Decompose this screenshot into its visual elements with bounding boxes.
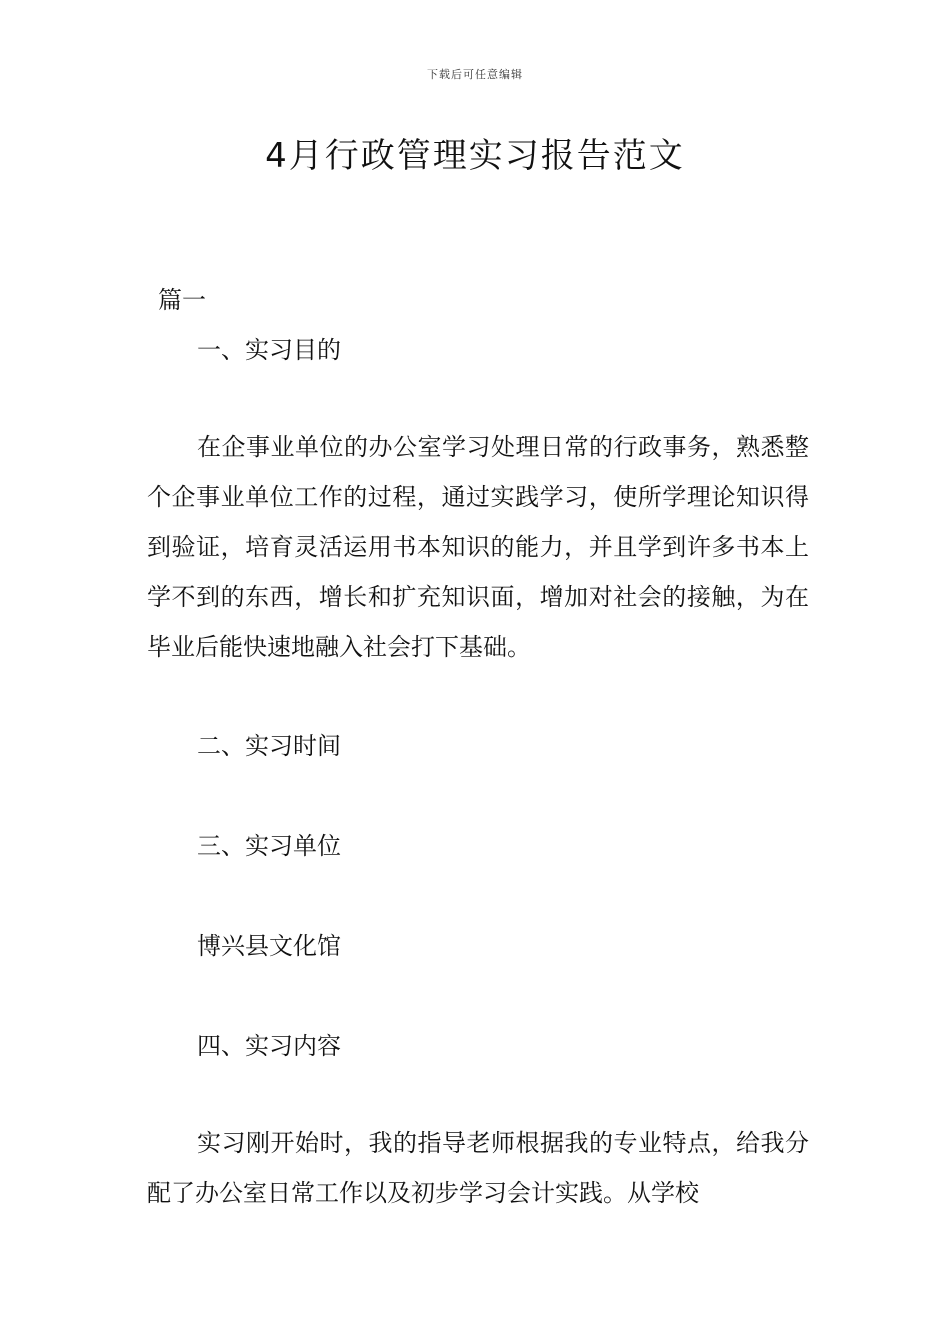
- paragraph-purpose: 在企事业单位的办公室学习处理日常的行政事务，熟悉整个企事业单位工作的过程，通过实践学习，使所学理论知识得到验证，培育灵活运用书本知识的能力，并且学到许多书本上学不到的东西，增长和扩充知识面，增加对社会的接触，为在毕业后能快速地融入社会打下基础。: [147, 433, 809, 661]
- unit-name: 博兴县文化馆: [197, 932, 341, 960]
- document-title: 4月行政管理实习报告范文: [265, 136, 685, 176]
- section-heading-unit: 三、实习单位: [197, 832, 341, 860]
- section-heading-time: 二、实习时间: [197, 732, 341, 760]
- paragraph-content: 实习刚开始时，我的指导老师根据我的专业特点，给我分配了办公室日常工作以及初步学习会计实践。从学校: [147, 1129, 809, 1207]
- part-label: 篇一: [158, 286, 206, 314]
- header-note: 下载后可任意编辑: [427, 68, 523, 81]
- section-heading-content: 四、实习内容: [197, 1032, 341, 1060]
- section-heading-purpose: 一、实习目的: [197, 336, 341, 364]
